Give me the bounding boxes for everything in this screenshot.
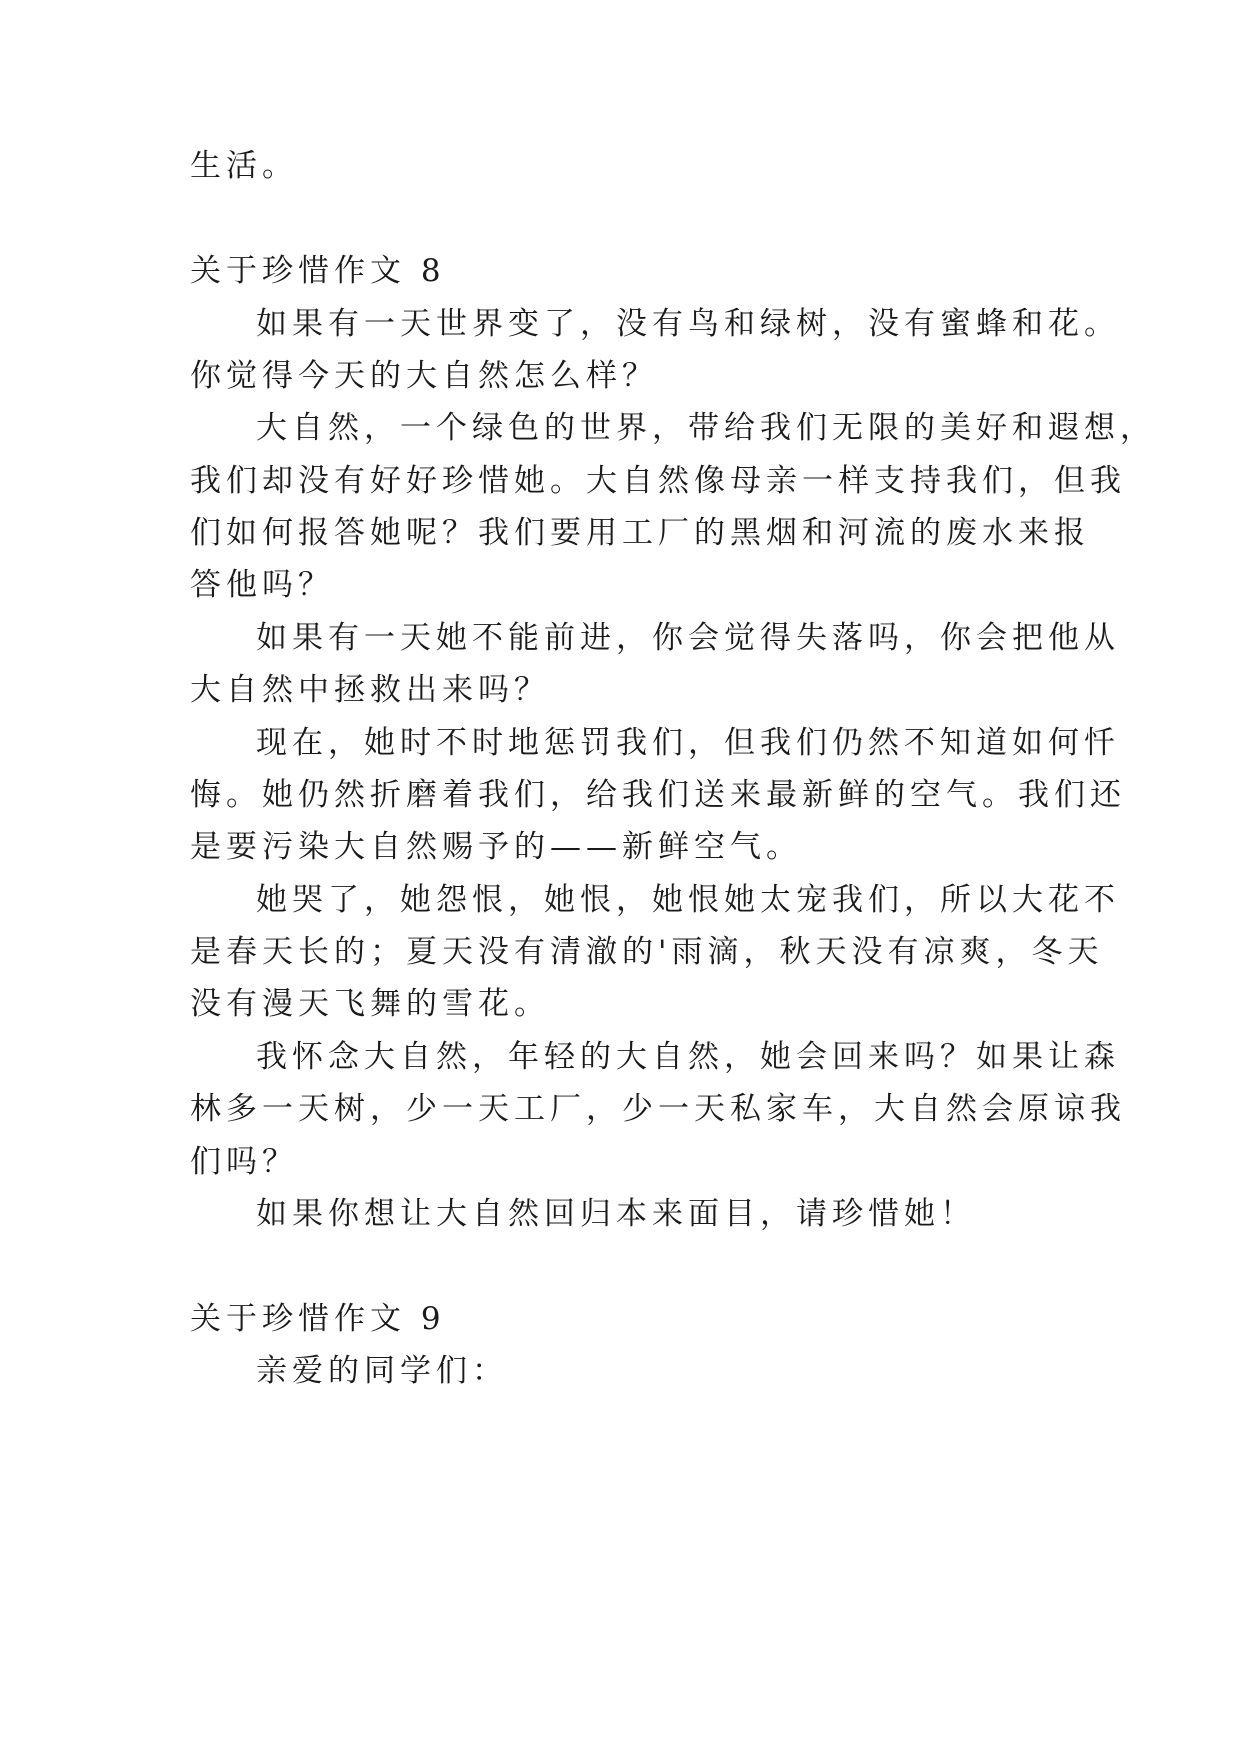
paragraph-first-line: 如果有一天她不能前进，你会觉得失落吗，你会把他从	[256, 620, 1120, 656]
paragraph-first-line: 我怀念大自然，年轻的大自然，她会回来吗？如果让森	[256, 1039, 1120, 1075]
text-line: 答他吗？	[190, 567, 334, 603]
text-line: 们如何报答她呢？我们要用工厂的黑烟和河流的废水来报	[190, 515, 1090, 551]
paragraph-first-line: 如果你想让大自然回归本来面目，请珍惜她！	[256, 1196, 976, 1232]
text-line: 我们却没有好好珍惜她。大自然像母亲一样支持我们，但我	[190, 463, 1126, 499]
text-line: 你觉得今天的大自然怎么样？	[190, 358, 658, 394]
paragraph-first-line: 大自然，一个绿色的世界，带给我们无限的美好和遐想，	[256, 410, 1156, 446]
paragraph-first-line: 如果有一天世界变了，没有鸟和绿树，没有蜜蜂和花。	[256, 306, 1120, 342]
text-line: 悔。她仍然折磨着我们，给我们送来最新鲜的空气。我们还	[190, 777, 1126, 813]
text-line: 生活。	[190, 148, 298, 184]
text-line: 是春天长的；夏天没有清澈的'雨滴，秋天没有凉爽，冬天	[190, 934, 1104, 970]
text-line: 没有漫天飞舞的雪花。	[190, 986, 550, 1022]
text-line: 是要污染大自然赐予的——新鲜空气。	[190, 829, 802, 865]
text-line: 林多一天树，少一天工厂，少一天私家车，大自然会原谅我	[190, 1091, 1126, 1127]
paragraph-first-line: 亲爱的同学们：	[256, 1353, 508, 1389]
text-line: 们吗？	[190, 1144, 298, 1180]
section-heading-9: 关于珍惜作文 9	[190, 1301, 446, 1337]
section-heading-8: 关于珍惜作文 8	[190, 253, 446, 289]
paragraph-first-line: 她哭了，她怨恨，她恨，她恨她太宠我们，所以大花不	[256, 882, 1120, 918]
text-line: 大自然中拯救出来吗？	[190, 672, 550, 708]
paragraph-first-line: 现在，她时不时地惩罚我们，但我们仍然不知道如何忏	[256, 725, 1120, 761]
